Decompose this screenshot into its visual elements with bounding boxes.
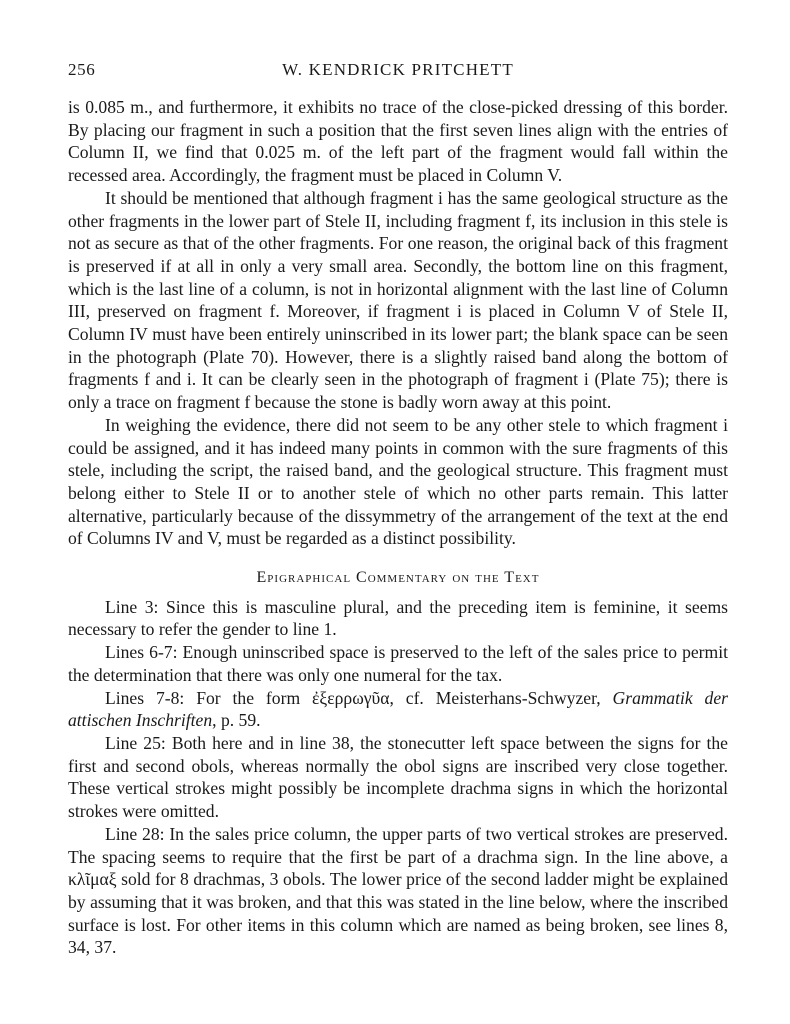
commentary-text-end: , p. 59. (212, 710, 261, 731)
commentary-lines-6-7 (68, 641, 728, 686)
paragraph-2: It should be mentioned that although fragment i has the same geological structure as the other fragments in the lower part of Stele II, including fragment f, its inclusion in this stele is not as secure as that of the other fragments. For one reason, the original back of this fragment is preserved if at all in only a very small area. Secondly, the bottom line on this fragment, which is the last line of a column, is not in horizontal alignment with the last line of Column III, preserved on fragment f. Moreover, if fragment i is placed in Column V of Stele II, Column IV must have been entirely uninscribed in its lower part; the blank space can be seen in the photograph (Plate 70). However, there is a slightly raised band along the bottom of fragments f and i. It can be clearly seen in the photograph of fragment i (Plate 75); there is only a trace on fragment f because the stone is badly worn away at this point. (68, 187, 728, 413)
commentary-label: Lines 7-8: (105, 687, 185, 708)
section-heading: Epigraphical Commentary on the Text (256, 569, 540, 587)
running-head-author: W. KENDRICK PRITCHETT (282, 60, 514, 79)
commentary-text: Both here and in line 38, the stonecutter left space between the signs for the first and second obols, whereas normally the obol signs are inscribed very close together. These vertical strokes might possibly be incomplete drachma signs in which the horizontal strokes were omitted. (68, 732, 728, 822)
commentary-text: For the form ἐξερρωγῦα, cf. Meisterhans-Schwyzer, (196, 687, 601, 708)
body-text (68, 96, 728, 959)
commentary-label: Line 3: (105, 596, 159, 617)
commentary-line-25 (68, 732, 728, 823)
commentary-text: Since this is masculine plural, and the preceding item is feminine, it seems necessary to refer the gender to line 1. (68, 596, 728, 640)
commentary-line-3 (68, 596, 728, 641)
running-head (68, 60, 728, 84)
paragraph-3: In weighing the evidence, there did not seem to be any other stele to which fragment i could be assigned, and it has indeed many points in common with the sure fragments of this stele, including the script, the raised band, and the geological structure. This fragment must belong either to Stele II or to another stele of which no other parts remain. This latter alternative, particularly because of the dissymmetry of the arrangement of the text at the end of Columns IV and V, must be regarded as a distinct possibility. (68, 414, 728, 549)
paragraph-1: is 0.085 m., and furthermore, it exhibits no trace of the close-picked dressing of this border. By placing our fragment in such a position that the first seven lines align with the entries of Column II, we find that 0.025 m. of the left part of the fragment would fall within the recessed area. Accordingly, the fragment must be placed in Column V. (68, 97, 728, 186)
page-number: 256 (68, 60, 96, 79)
commentary-book-title: Grammatik der attischen Inschriften (68, 687, 729, 731)
commentary-text: Enough uninscribed space is preserved to the left of the sales price to permit the determination that there was only one numeral for the tax. (68, 642, 728, 685)
commentary-text: In the sales price column, the upper parts of two vertical strokes are preserved. The spacing seems to require that the first be part of a drachma sign. In the line above, a κλῖμαξ sold for 8 drachmas, 3 obols. The lower price of the second ladder might be explained by assuming that it was broken, and that this was stated in the line below, where the inscribed surface is lost. For other items in this column which are named as being broken, see lines 8, 34, 37. (68, 823, 728, 958)
commentary-lines-7-8 (68, 687, 728, 732)
commentary-label: Line 25: (105, 732, 166, 753)
commentary-line-28 (68, 823, 728, 959)
commentary-label: Lines 6-7: (105, 642, 178, 663)
commentary-label: Line 28: (105, 823, 165, 844)
